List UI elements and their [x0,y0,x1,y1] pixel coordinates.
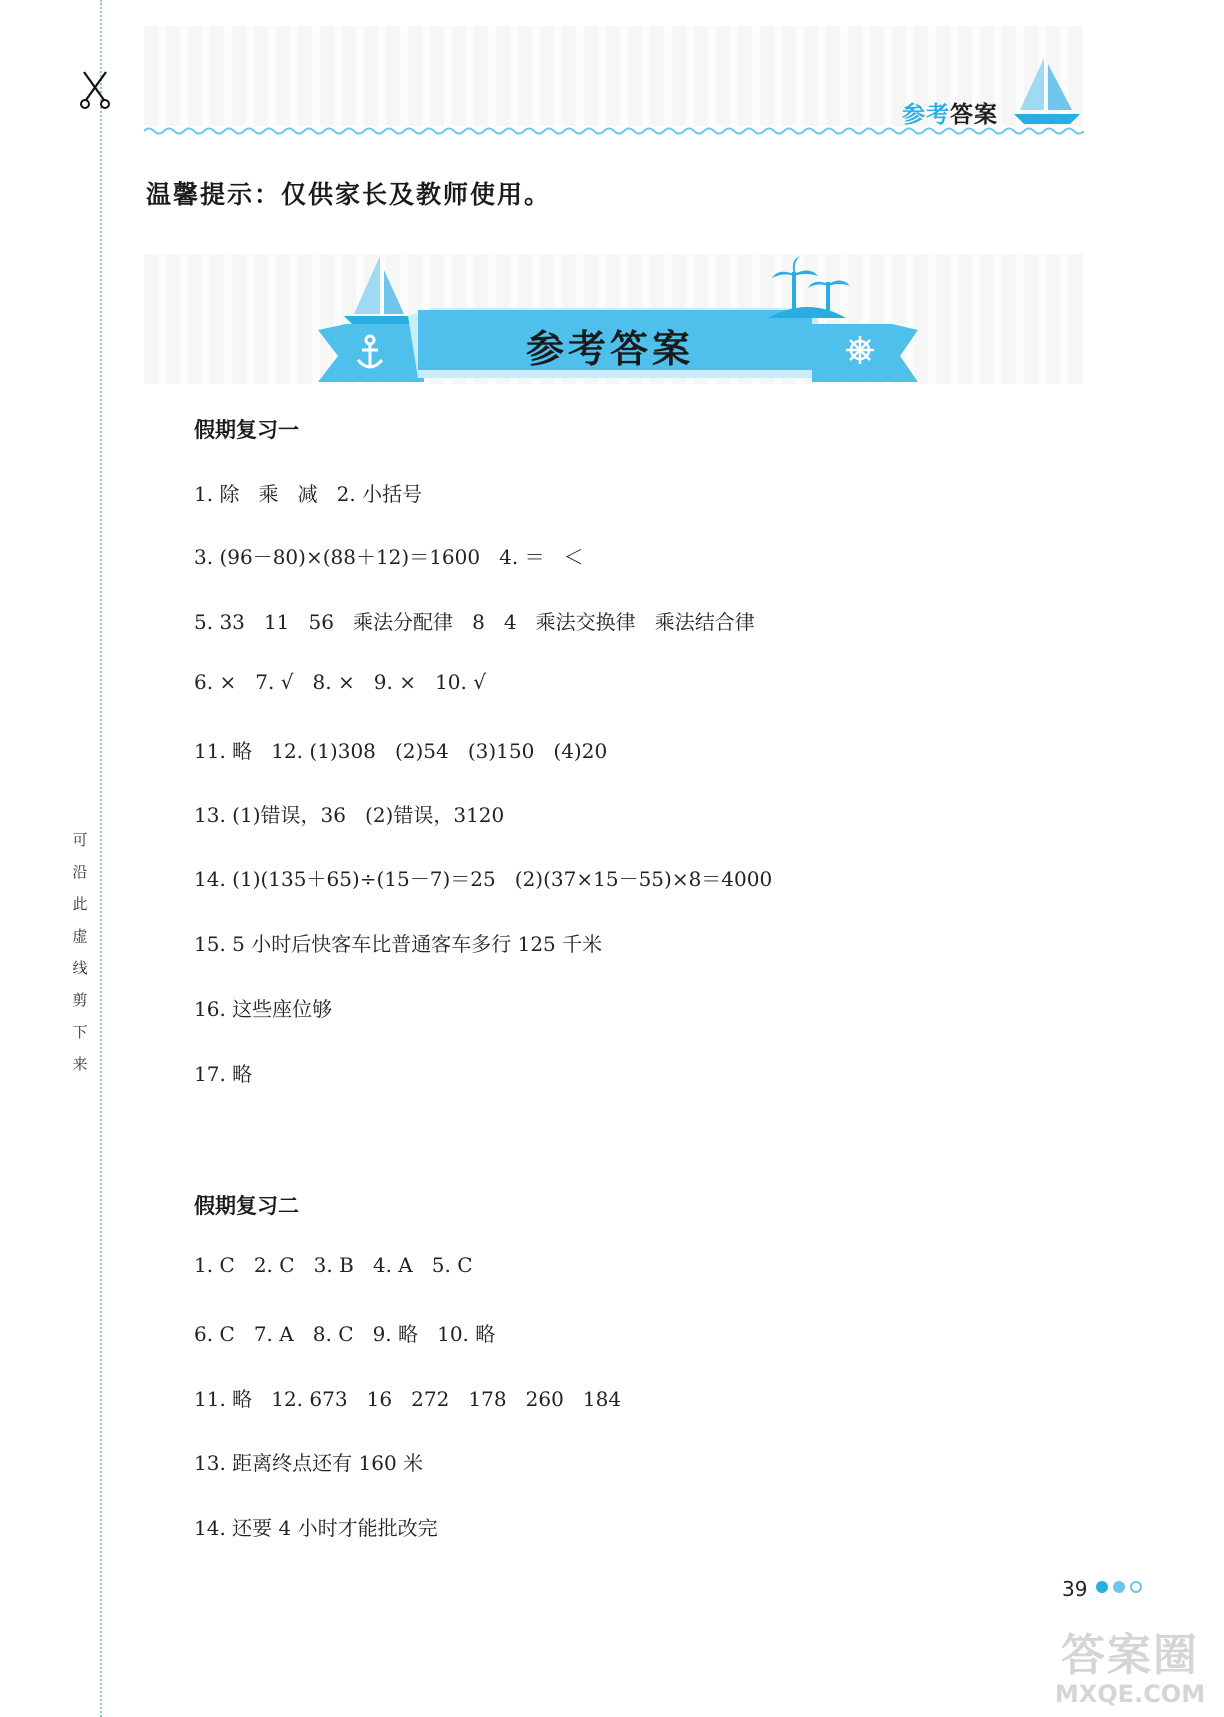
answer-line: 5. 33 11 56 乘法分配律 8 4 乘法交换律 乘法结合律 [194,610,755,634]
answer-line: 17. 略 [194,1062,253,1086]
section-title: 假期复习二 [194,1194,299,1218]
answer-line: 15. 5 小时后快客车比普通客车多行 125 千米 [194,932,603,956]
answer-line: 13. (1)错误，36 (2)错误，3120 [194,803,505,827]
cut-char: 线 [72,959,88,977]
answer-line: 1. 除 乘 减 2. 小括号 [194,482,423,506]
tip-text: 温馨提示：仅供家长及教师使用。 [146,180,552,209]
sailboat-icon [1014,58,1080,130]
cut-char: 剪 [72,991,88,1009]
header-title-part1: 参考 [902,102,950,128]
watermark-logo: 答案圈 [1061,1630,1199,1681]
cut-dotted-line [100,0,102,1717]
ship-wheel-icon [846,336,874,364]
page-number: 39 [1062,1577,1088,1601]
cut-instruction [68,824,92,1080]
answer-line: 16. 这些座位够 [194,997,333,1021]
watermark-url: MXQE.COM [1054,1680,1206,1708]
scissors-icon [78,70,112,110]
dot-icon [1096,1581,1108,1593]
answer-line: 1. C 2. C 3. B 4. A 5. C [194,1253,473,1277]
answer-line: 14. 还要 4 小时才能批改完 [194,1516,438,1540]
answer-line: 6. × 7. √ 8. × 9. × 10. √ [194,670,486,694]
answer-line: 13. 距离终点还有 160 米 [194,1451,424,1475]
header-title-part2: 答案 [950,102,998,128]
answer-line: 11. 略 12. 673 16 272 178 260 184 [194,1387,622,1411]
answer-line: 6. C 7. A 8. C 9. 略 10. 略 [194,1322,496,1346]
dot-icon [1130,1581,1142,1593]
section-title: 假期复习一 [194,418,299,442]
banner-title: 参考答案 [525,327,694,371]
cut-char: 来 [72,1055,88,1073]
answer-line: 14. (1)(135＋65)÷(15－7)＝25 (2)(37×15－55)×8＝4000 [194,867,773,891]
cut-char: 此 [72,895,88,913]
cut-char: 沿 [72,863,88,881]
dot-icon [1113,1581,1125,1593]
page-dots [1096,1581,1142,1593]
cut-char: 虚 [72,927,88,945]
cut-char: 可 [72,831,88,849]
answer-line: 3. (96－80)×(88＋12)＝1600 4. ＝ ＜ [194,545,584,569]
header-title [902,96,998,129]
cut-char: 下 [72,1023,88,1041]
answer-line: 11. 略 12. (1)308 (2)54 (3)150 (4)20 [194,739,608,763]
watermark [1040,1632,1220,1708]
